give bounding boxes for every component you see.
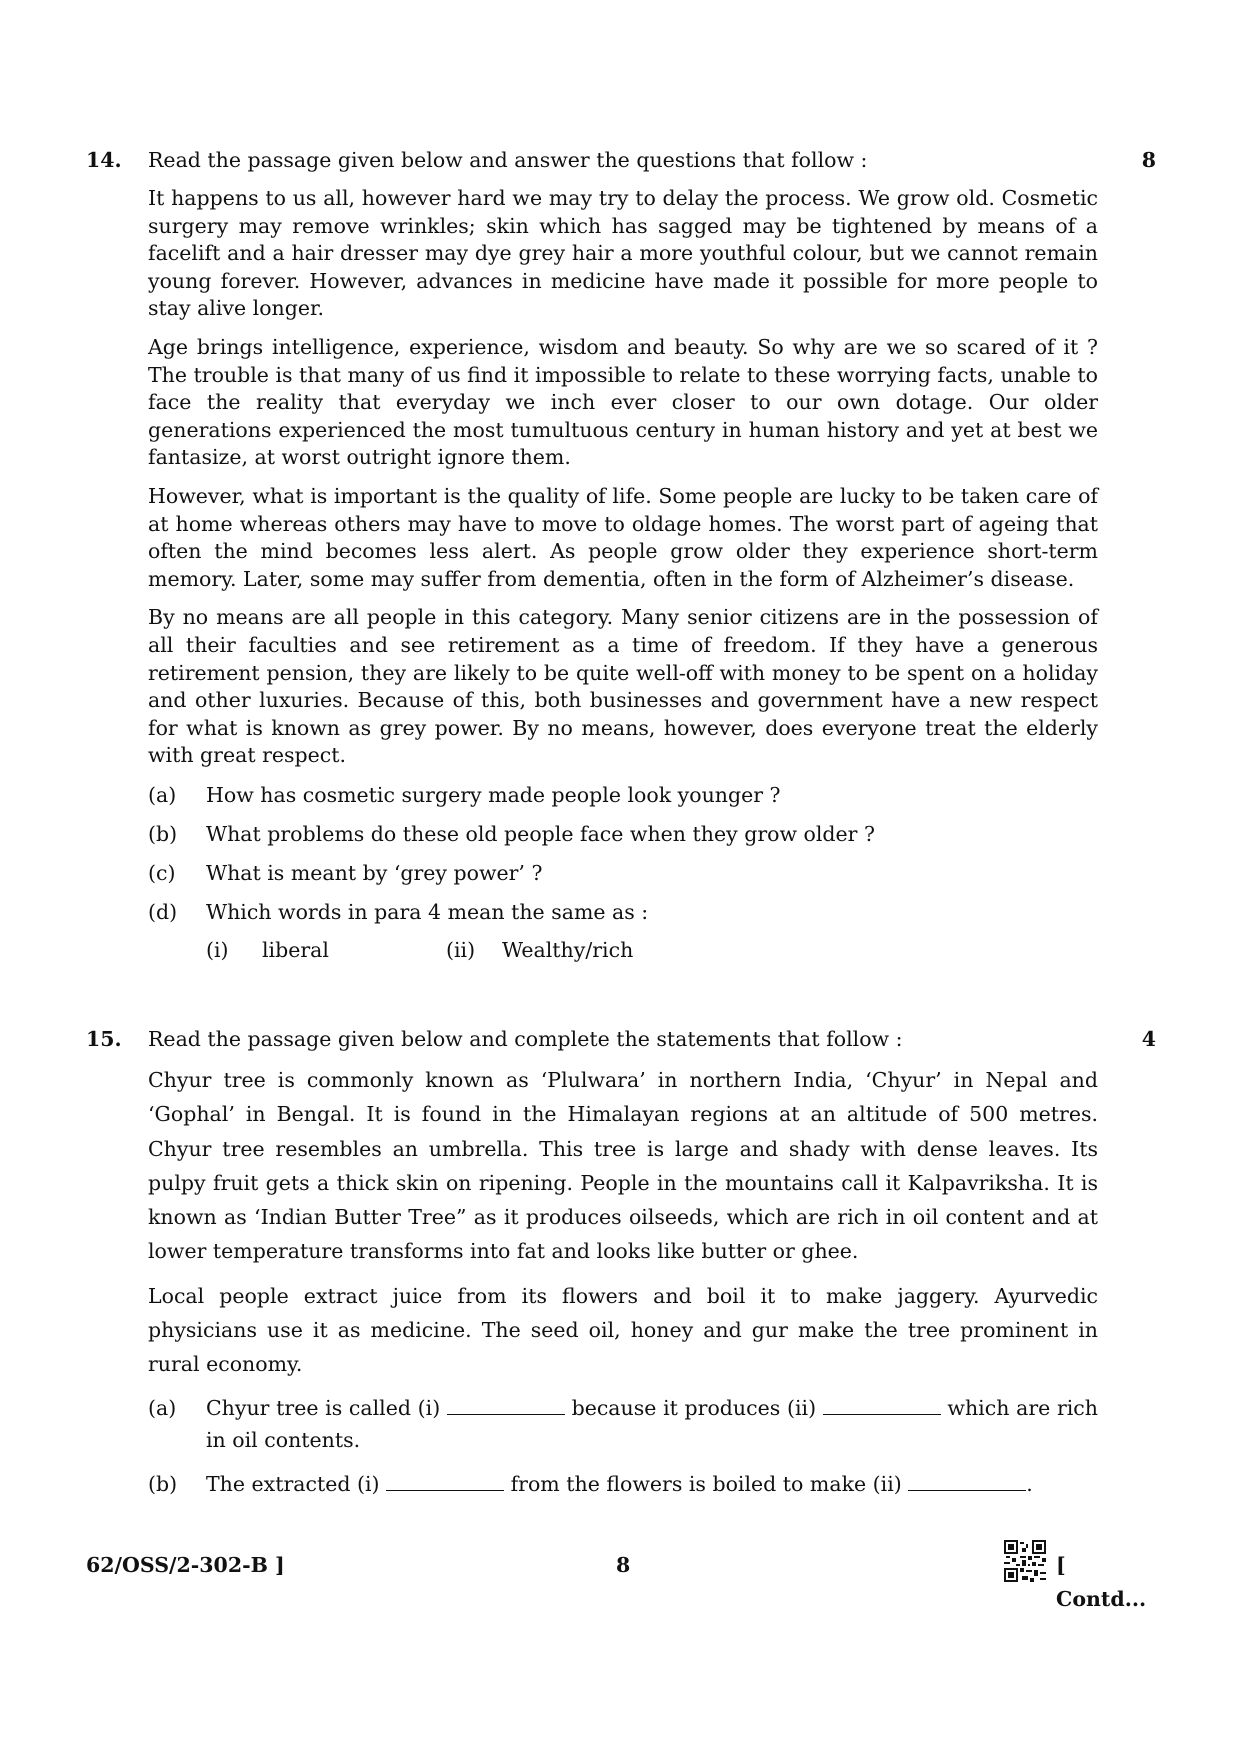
statement-text <box>206 1468 1098 1500</box>
option-text: Wealthy/rich <box>502 937 634 962</box>
statement-label: (b) <box>148 1471 178 1496</box>
answer-blank[interactable] <box>823 1396 941 1415</box>
word-options <box>206 936 1156 964</box>
sub-question-label: (c) <box>148 860 176 885</box>
sub-question-d <box>148 899 1098 926</box>
statement-a <box>148 1392 1098 1456</box>
question-instruction: Read the passage given below and answer the questions that follow : <box>148 148 868 172</box>
passage-paragraph-3: However, what is important is the quality of life. Some people are lucky to be taken care of at home whereas others may have to move to oldage homes. The worst part of ageing that often the mind becomes less alert. As people grow older they experience short-term memory. Later, some may suffer from dementia, often in the form of Alzheimer’s disease. <box>148 483 1098 591</box>
sub-question-b <box>148 821 1098 848</box>
passage-paragraph-1: Chyur tree is commonly known as ‘Plulwara’ in northern India, ‘Chyur’ in Nepal and ‘Gophal’ in Bengal. It is found in the Himalayan regions at an altitude of 500 metres. Chyur tree resembles an umbrella. This tree is large and shady with dense leaves. Its pulpy fruit gets a thick skin on ripening. People in the mountains call it Kalpavriksha. It is known as ‘Indian Butter Tree” as it produces oilseeds, which are rich in oil content and at lower temperature transforms into fat and looks like butter or ghee. <box>148 1068 1098 1264</box>
question-14 <box>86 146 1156 964</box>
sub-question-text: How has cosmetic surgery made people look younger ? <box>206 782 781 807</box>
passage <box>148 185 1098 770</box>
option-label: (i) <box>206 937 229 962</box>
question-number: 15. <box>86 1027 122 1051</box>
passage-paragraph-2: Age brings intelligence, experience, wisdom and beauty. So why are we so scared of it ? The trouble is that many of us find it impossible to relate to these worrying facts, unable to face the reality that everyday we inch ever closer to our own dotage. Our older generations experienced the most tumultuous century in human history and yet at best we fantasize, at worst outright ignore them. <box>148 334 1098 470</box>
answer-blank[interactable] <box>386 1472 504 1491</box>
option-text: liberal <box>262 937 329 962</box>
page-footer <box>86 1548 1156 1611</box>
question-instruction: Read the passage given below and complete the statements that follow : <box>148 1027 903 1051</box>
sub-question-label: (b) <box>148 821 178 846</box>
statements <box>86 1392 1156 1500</box>
sub-question-text: What problems do these old people face when they grow older ? <box>206 821 875 846</box>
statement-text <box>206 1392 1098 1456</box>
statement-part: because it produces (ii) <box>564 1395 823 1420</box>
question-marks: 8 <box>1141 148 1156 172</box>
answer-blank[interactable] <box>908 1472 1026 1491</box>
qr-code-icon <box>1004 1540 1046 1582</box>
statement-part: The extracted (i) <box>206 1471 387 1496</box>
statement-part: . <box>1026 1471 1033 1496</box>
question-15 <box>86 1025 1156 1500</box>
statement-part: from the flowers is boiled to make (ii) <box>504 1471 909 1496</box>
statement-label: (a) <box>148 1395 177 1420</box>
sub-question-label: (a) <box>148 782 177 807</box>
paper-code: 62/OSS/2-302-B ] <box>86 1553 285 1577</box>
sub-question-text: What is meant by ‘grey power’ ? <box>206 860 543 885</box>
statement-part: Chyur tree is called (i) <box>206 1395 447 1420</box>
sub-question-c <box>148 860 1098 887</box>
passage-paragraph-1: It happens to us all, however hard we may try to delay the process. We grow old. Cosmetic surgery may remove wrinkles; skin which has sagged may be tightened by means of a facelift and a hair dresser may dye grey hair a more youthful colour, but we cannot remain young forever. However, advances in medicine have made it possible for more people to stay alive longer. <box>148 186 1098 321</box>
answer-blank[interactable] <box>447 1396 565 1415</box>
statement-b <box>148 1468 1098 1500</box>
sub-question-text: Which words in para 4 mean the same as : <box>206 899 649 924</box>
question-15-header <box>86 1025 1156 1053</box>
passage <box>148 1063 1098 1382</box>
question-marks: 4 <box>1141 1027 1156 1051</box>
passage-paragraph-2: Local people extract juice from its flowers and boil it to make jaggery. Ayurvedic physicians use it as medicine. The seed oil, honey and gur make the tree prominent in rural economy. <box>148 1283 1098 1377</box>
sub-question-label: (d) <box>148 899 178 924</box>
page-number: 8 <box>616 1553 631 1577</box>
statement-part: which are rich in oil contents. <box>206 1395 1098 1452</box>
continued-label: [ Contd... <box>1056 1553 1147 1611</box>
sub-questions <box>86 782 1156 964</box>
option-label: (ii) <box>446 937 476 962</box>
passage-paragraph-4: By no means are all people in this category. Many senior citizens are in the possession of all their faculties and see retirement as a time of freedom. If they have a generous retirement pension, they are likely to be quite well-off with money to be spent on a holiday and other luxuries. Because of this, both businesses and government have a new respect for what is known as grey power. By no means, however, does everyone treat the elderly with great respect. <box>148 605 1098 768</box>
question-14-header <box>86 146 1156 174</box>
question-number: 14. <box>86 148 122 172</box>
sub-question-a <box>148 782 1098 809</box>
